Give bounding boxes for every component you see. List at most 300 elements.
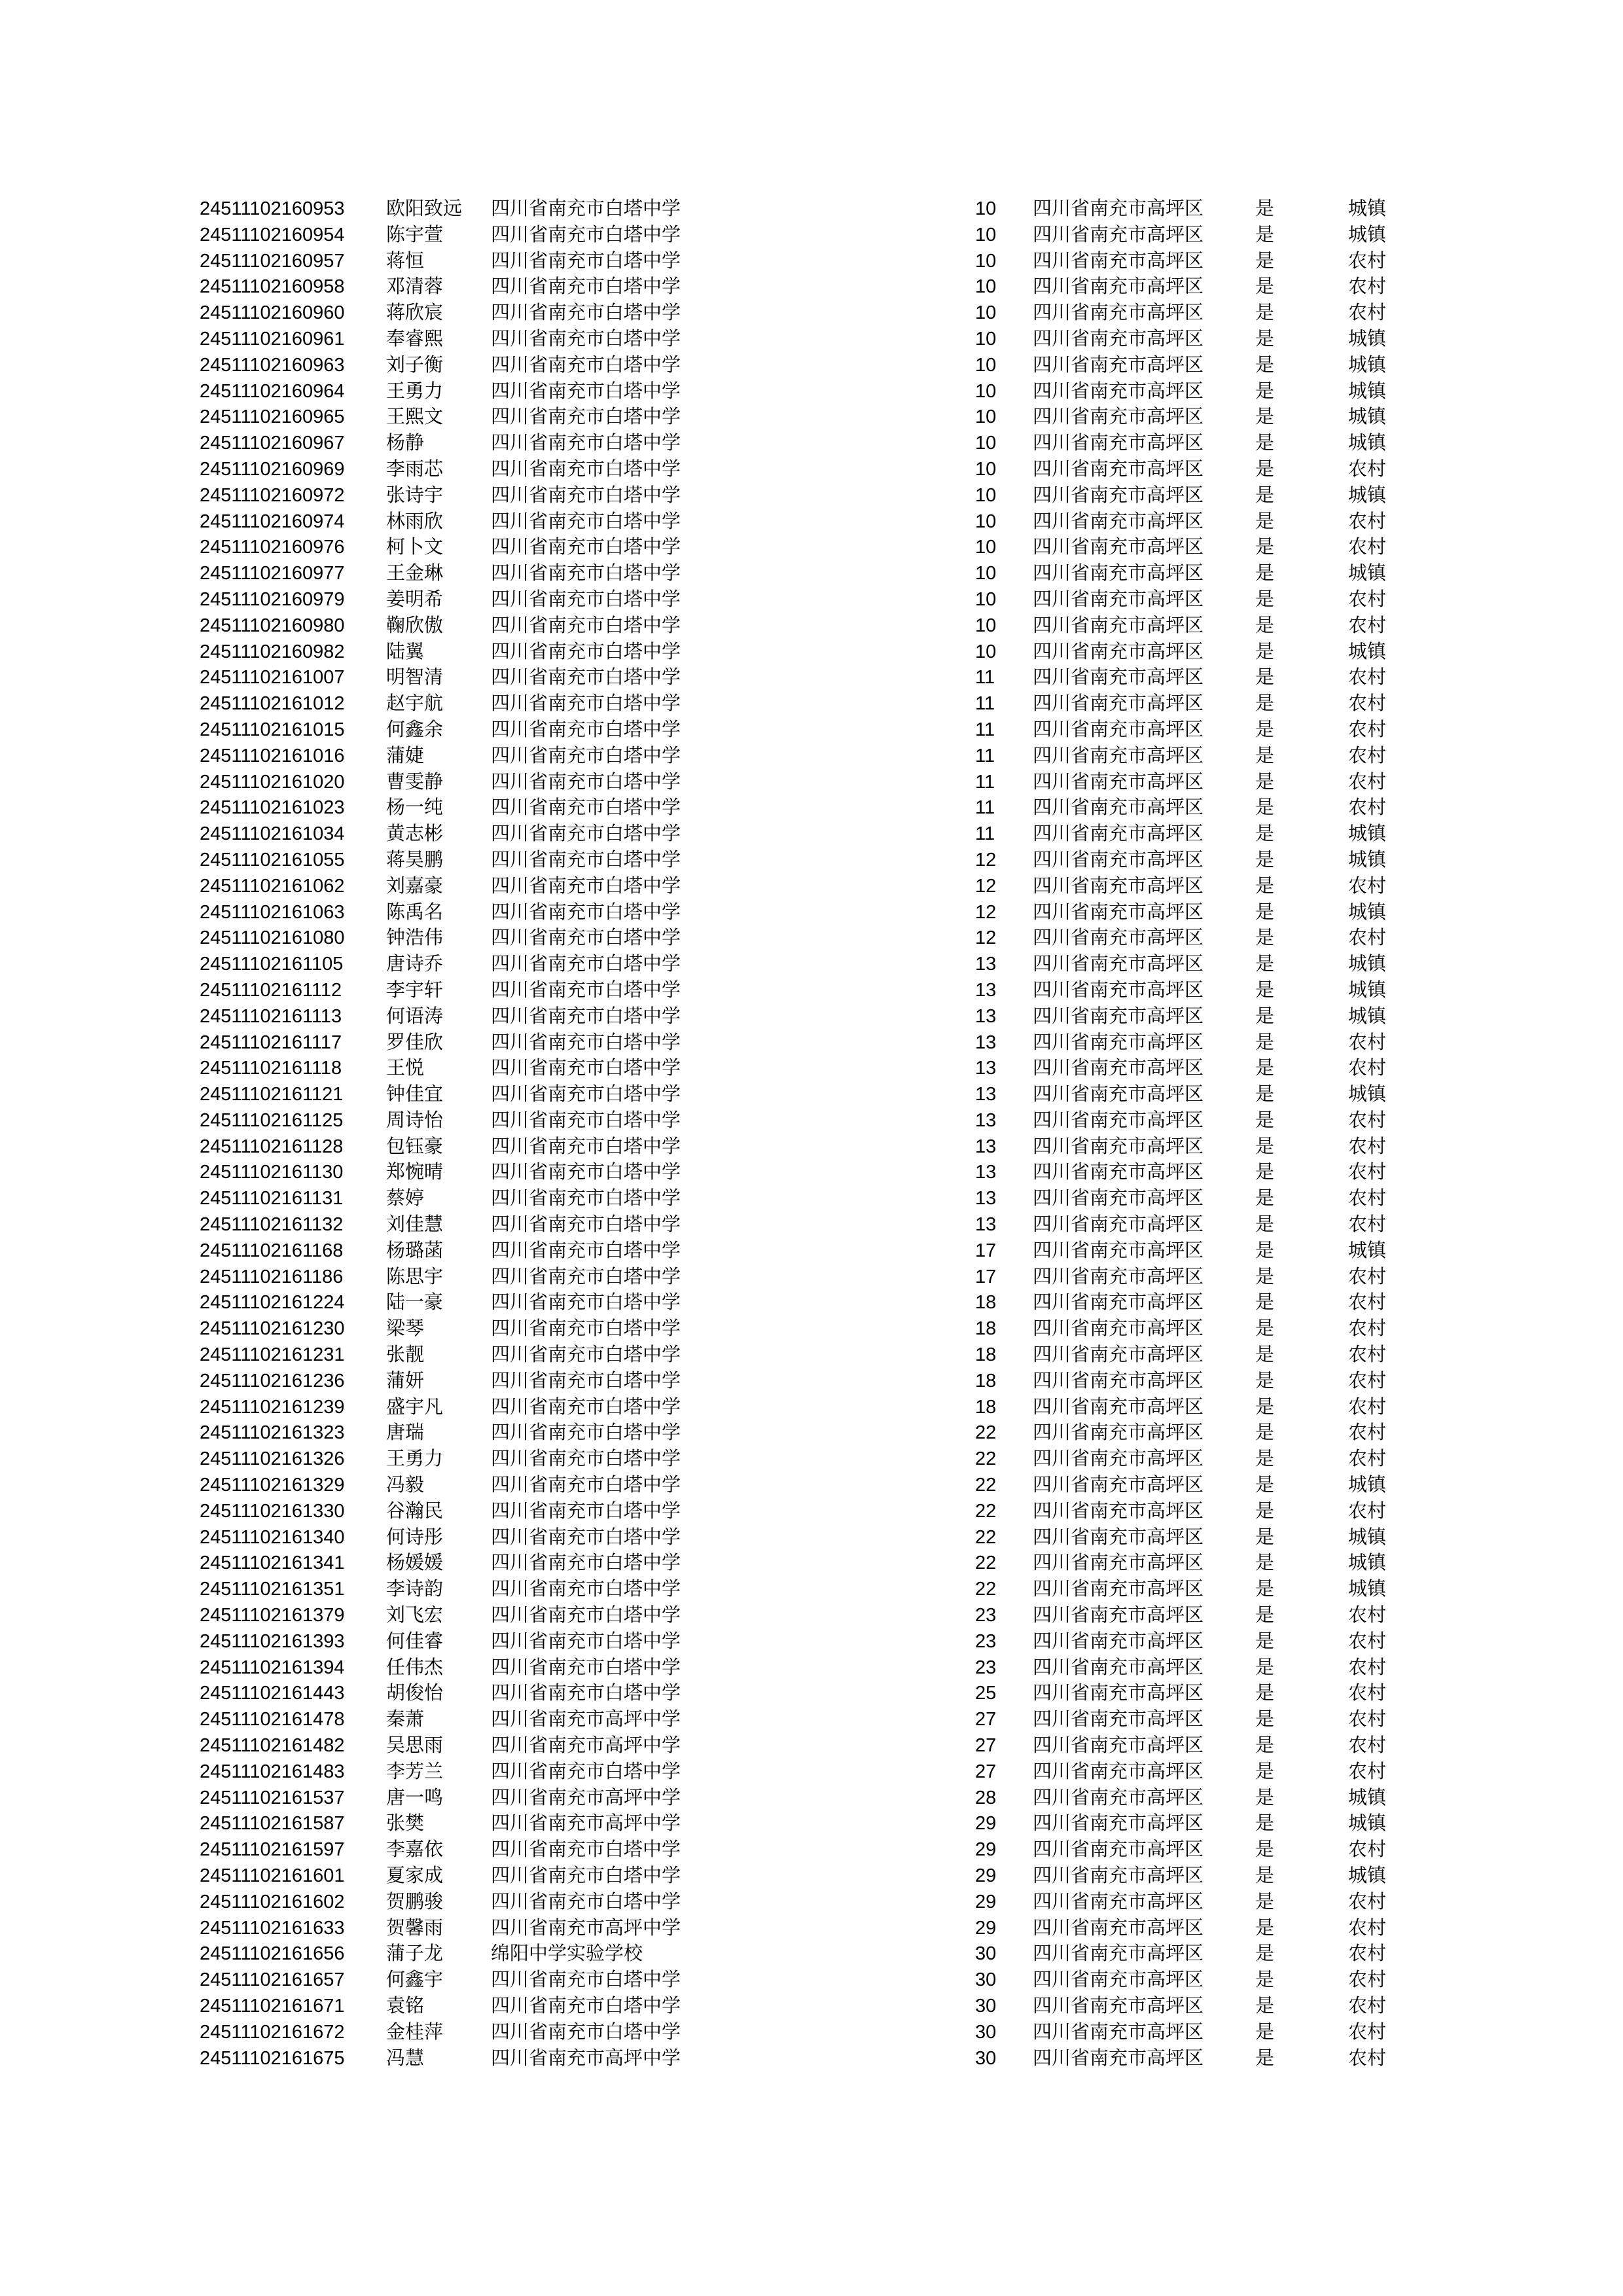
student-name: 王悦	[386, 1058, 425, 1079]
yes-flag: 是	[1255, 771, 1275, 793]
address: 四川省南充市高坪区	[1033, 1422, 1204, 1444]
table-row	[0, 795, 1623, 821]
school: 四川省南充市白塔中学	[491, 1500, 681, 1522]
yes-flag: 是	[1255, 224, 1275, 245]
residence-type: 农村	[1348, 1422, 1387, 1444]
residence-type: 农村	[1348, 1605, 1387, 1626]
student-id: 24511102161020	[200, 771, 345, 793]
residence-type: 农村	[1348, 1266, 1387, 1287]
student-id: 24511102160954	[200, 224, 345, 245]
yes-flag: 是	[1255, 328, 1275, 350]
school: 四川省南充市白塔中学	[491, 302, 681, 324]
school: 四川省南充市白塔中学	[491, 1995, 681, 2017]
address: 四川省南充市高坪区	[1033, 901, 1204, 923]
class-number: 25	[975, 1683, 997, 1704]
table-row	[0, 717, 1623, 744]
residence-type: 农村	[1348, 1344, 1387, 1366]
student-name: 冯毅	[386, 1475, 425, 1496]
table-row	[0, 1837, 1623, 1863]
student-name: 姜明希	[386, 588, 444, 610]
yes-flag: 是	[1255, 1109, 1275, 1131]
yes-flag: 是	[1255, 1422, 1275, 1444]
address: 四川省南充市高坪区	[1033, 1214, 1204, 1236]
table-row	[0, 1004, 1623, 1030]
table-row	[0, 1056, 1623, 1082]
yes-flag: 是	[1255, 2021, 1275, 2043]
address: 四川省南充市高坪区	[1033, 1318, 1204, 1340]
table-row	[0, 1369, 1623, 1395]
yes-flag: 是	[1255, 198, 1275, 219]
student-name: 王勇力	[386, 380, 444, 402]
table-row	[0, 1681, 1623, 1707]
student-name: 王勇力	[386, 1448, 444, 1470]
class-number: 11	[975, 823, 995, 845]
yes-flag: 是	[1255, 1969, 1275, 1991]
residence-type: 农村	[1348, 1683, 1387, 1704]
residence-type: 农村	[1348, 1657, 1387, 1678]
school: 四川省南充市白塔中学	[491, 615, 681, 636]
yes-flag: 是	[1255, 1318, 1275, 1340]
table-row	[0, 353, 1623, 379]
student-name: 吴思雨	[386, 1735, 444, 1757]
class-number: 10	[975, 588, 997, 610]
school: 四川省南充市白塔中学	[491, 511, 681, 532]
student-id: 24511102161016	[200, 745, 345, 766]
student-name: 邓清蓉	[386, 276, 444, 298]
table-row	[0, 770, 1623, 796]
class-number: 22	[975, 1448, 997, 1470]
school: 四川省南充市白塔中学	[491, 693, 681, 715]
school: 四川省南充市白塔中学	[491, 1552, 681, 1574]
student-name: 冯慧	[386, 2047, 425, 2069]
table-row	[0, 1890, 1623, 1916]
address: 四川省南充市高坪区	[1033, 1031, 1204, 1053]
school: 四川省南充市高坪中学	[491, 1735, 681, 1757]
table-row	[0, 1785, 1623, 1812]
residence-type: 城镇	[1348, 1787, 1387, 1808]
school: 四川省南充市白塔中学	[491, 1630, 681, 1652]
table-row	[0, 1134, 1623, 1160]
table-row	[0, 1525, 1623, 1551]
address: 四川省南充市高坪区	[1033, 1526, 1204, 1548]
residence-type: 农村	[1348, 1031, 1387, 1053]
class-number: 13	[975, 1005, 997, 1027]
student-name: 袁铭	[386, 1995, 425, 2017]
school: 四川省南充市白塔中学	[491, 433, 681, 454]
address: 四川省南充市高坪区	[1033, 1605, 1204, 1626]
yes-flag: 是	[1255, 484, 1275, 506]
student-name: 李嘉依	[386, 1839, 444, 1861]
yes-flag: 是	[1255, 954, 1275, 975]
school: 四川省南充市白塔中学	[491, 979, 681, 1001]
student-id: 24511102160980	[200, 615, 345, 636]
student-name: 蒋恒	[386, 250, 425, 272]
class-number: 10	[975, 302, 997, 324]
school: 四川省南充市白塔中学	[491, 849, 681, 870]
class-number: 27	[975, 1735, 997, 1757]
table-row	[0, 249, 1623, 275]
address: 四川省南充市高坪区	[1033, 1735, 1204, 1757]
address: 四川省南充市高坪区	[1033, 1552, 1204, 1574]
school: 四川省南充市白塔中学	[491, 1370, 681, 1391]
yes-flag: 是	[1255, 563, 1275, 584]
residence-type: 城镇	[1348, 849, 1387, 870]
student-id: 24511102161394	[200, 1657, 345, 1678]
residence-type: 城镇	[1348, 1552, 1387, 1574]
address: 四川省南充市高坪区	[1033, 2021, 1204, 2043]
table-row	[0, 2020, 1623, 2046]
yes-flag: 是	[1255, 1683, 1275, 1704]
student-id: 24511102161130	[200, 1162, 344, 1183]
student-name: 盛宇凡	[386, 1396, 444, 1418]
student-id: 24511102160969	[200, 458, 345, 480]
residence-type: 城镇	[1348, 1084, 1387, 1105]
school: 四川省南充市高坪中学	[491, 1917, 681, 1939]
student-name: 唐诗乔	[386, 954, 444, 975]
class-number: 12	[975, 849, 997, 870]
student-id: 24511102161482	[200, 1735, 345, 1757]
class-number: 12	[975, 875, 997, 897]
table-row	[0, 196, 1623, 223]
yes-flag: 是	[1255, 1005, 1275, 1027]
class-number: 12	[975, 901, 997, 923]
school: 四川省南充市白塔中学	[491, 2021, 681, 2043]
yes-flag: 是	[1255, 927, 1275, 949]
class-number: 11	[975, 667, 995, 689]
student-name: 刘嘉豪	[386, 875, 444, 897]
address: 四川省南充市高坪区	[1033, 1370, 1204, 1391]
student-name: 杨璐菡	[386, 1240, 444, 1261]
school: 四川省南充市白塔中学	[491, 797, 681, 819]
residence-type: 城镇	[1348, 328, 1387, 350]
yes-flag: 是	[1255, 797, 1275, 819]
school: 四川省南充市白塔中学	[491, 1683, 681, 1704]
student-id: 24511102160976	[200, 537, 345, 558]
student-name: 何诗彤	[386, 1526, 444, 1548]
school: 四川省南充市高坪中学	[491, 1787, 681, 1808]
residence-type: 农村	[1348, 276, 1387, 298]
school: 四川省南充市白塔中学	[491, 1969, 681, 1991]
yes-flag: 是	[1255, 1552, 1275, 1574]
school: 四川省南充市白塔中学	[491, 719, 681, 740]
yes-flag: 是	[1255, 1630, 1275, 1652]
class-number: 10	[975, 563, 997, 584]
yes-flag: 是	[1255, 1344, 1275, 1366]
table-row	[0, 1238, 1623, 1265]
table-row	[0, 1967, 1623, 1994]
address: 四川省南充市高坪区	[1033, 1500, 1204, 1522]
address: 四川省南充市高坪区	[1033, 1448, 1204, 1470]
address: 四川省南充市高坪区	[1033, 1969, 1204, 1991]
class-number: 18	[975, 1318, 997, 1340]
student-name: 何鑫余	[386, 719, 444, 740]
student-id: 24511102161231	[200, 1344, 345, 1366]
student-name: 杨静	[386, 433, 425, 454]
residence-type: 农村	[1348, 1370, 1387, 1391]
yes-flag: 是	[1255, 1709, 1275, 1731]
school: 四川省南充市白塔中学	[491, 771, 681, 793]
student-name: 钟浩伟	[386, 927, 444, 949]
student-name: 何佳睿	[386, 1630, 444, 1652]
table-row	[0, 431, 1623, 457]
student-id: 24511102161330	[200, 1500, 345, 1522]
class-number: 18	[975, 1344, 997, 1366]
school: 四川省南充市白塔中学	[491, 1292, 681, 1314]
school: 四川省南充市白塔中学	[491, 1761, 681, 1782]
yes-flag: 是	[1255, 641, 1275, 662]
table-row	[0, 1212, 1623, 1238]
address: 四川省南充市高坪区	[1033, 354, 1204, 376]
school: 四川省南充市白塔中学	[491, 1318, 681, 1340]
address: 四川省南充市高坪区	[1033, 1865, 1204, 1886]
yes-flag: 是	[1255, 537, 1275, 558]
student-id: 24511102160963	[200, 354, 345, 376]
student-id: 24511102160982	[200, 641, 345, 662]
student-name: 蔡婷	[386, 1188, 425, 1210]
school: 绵阳中学实验学校	[491, 1943, 643, 1965]
address: 四川省南充市高坪区	[1033, 927, 1204, 949]
student-name: 曹雯静	[386, 771, 444, 793]
class-number: 10	[975, 224, 997, 245]
student-name: 明智清	[386, 667, 444, 689]
table-row	[0, 2046, 1623, 2072]
residence-type: 农村	[1348, 1761, 1387, 1782]
table-row	[0, 1290, 1623, 1316]
student-name: 蒋昊鹏	[386, 849, 444, 870]
class-number: 10	[975, 406, 997, 428]
table-row	[0, 1160, 1623, 1186]
address: 四川省南充市高坪区	[1033, 1787, 1204, 1808]
student-id: 24511102161015	[200, 719, 345, 740]
address: 四川省南充市高坪区	[1033, 1396, 1204, 1418]
residence-type: 农村	[1348, 1109, 1387, 1131]
class-number: 27	[975, 1761, 997, 1782]
class-number: 13	[975, 1109, 997, 1131]
student-name: 黄志彬	[386, 823, 444, 845]
residence-type: 城镇	[1348, 954, 1387, 975]
yes-flag: 是	[1255, 1891, 1275, 1912]
class-number: 10	[975, 354, 997, 376]
student-id: 24511102161672	[200, 2021, 345, 2043]
student-id: 24511102161118	[200, 1058, 342, 1079]
yes-flag: 是	[1255, 615, 1275, 636]
student-name: 刘子衡	[386, 354, 444, 376]
residence-type: 农村	[1348, 927, 1387, 949]
student-name: 王熙文	[386, 406, 444, 428]
student-id: 24511102161537	[200, 1787, 345, 1808]
table-row	[0, 1863, 1623, 1890]
table-row	[0, 1446, 1623, 1473]
class-number: 10	[975, 615, 997, 636]
school: 四川省南充市白塔中学	[491, 1526, 681, 1548]
student-id: 24511102161112	[200, 979, 342, 1001]
student-id: 24511102160974	[200, 511, 345, 532]
table-row	[0, 274, 1623, 300]
residence-type: 城镇	[1348, 901, 1387, 923]
address: 四川省南充市高坪区	[1033, 511, 1204, 532]
address: 四川省南充市高坪区	[1033, 328, 1204, 350]
address: 四川省南充市高坪区	[1033, 1761, 1204, 1782]
address: 四川省南充市高坪区	[1033, 1709, 1204, 1731]
yes-flag: 是	[1255, 588, 1275, 610]
address: 四川省南充市高坪区	[1033, 771, 1204, 793]
school: 四川省南充市白塔中学	[491, 1162, 681, 1183]
school: 四川省南充市白塔中学	[491, 354, 681, 376]
school: 四川省南充市白塔中学	[491, 406, 681, 428]
yes-flag: 是	[1255, 276, 1275, 298]
residence-type: 农村	[1348, 458, 1387, 480]
yes-flag: 是	[1255, 433, 1275, 454]
table-row	[0, 509, 1623, 535]
class-number: 10	[975, 433, 997, 454]
school: 四川省南充市白塔中学	[491, 563, 681, 584]
address: 四川省南充市高坪区	[1033, 693, 1204, 715]
residence-type: 农村	[1348, 1891, 1387, 1912]
student-name: 李宇轩	[386, 979, 444, 1001]
class-number: 23	[975, 1605, 997, 1626]
residence-type: 农村	[1348, 797, 1387, 819]
class-number: 11	[975, 797, 995, 819]
student-name: 赵宇航	[386, 693, 444, 715]
table-row	[0, 1941, 1623, 1967]
class-number: 22	[975, 1579, 997, 1600]
student-id: 24511102161633	[200, 1917, 345, 1939]
student-id: 24511102161587	[200, 1813, 345, 1835]
student-name: 何语涛	[386, 1005, 444, 1027]
school: 四川省南充市白塔中学	[491, 1058, 681, 1079]
yes-flag: 是	[1255, 875, 1275, 897]
address: 四川省南充市高坪区	[1033, 1162, 1204, 1183]
yes-flag: 是	[1255, 1370, 1275, 1391]
school: 四川省南充市白塔中学	[491, 901, 681, 923]
residence-type: 农村	[1348, 302, 1387, 324]
school: 四川省南充市白塔中学	[491, 276, 681, 298]
student-name: 唐瑞	[386, 1422, 425, 1444]
student-id: 24511102160961	[200, 328, 345, 350]
student-name: 秦萧	[386, 1709, 425, 1731]
student-id: 24511102161055	[200, 849, 345, 870]
address: 四川省南充市高坪区	[1033, 1917, 1204, 1939]
student-name: 奉睿熙	[386, 328, 444, 350]
residence-type: 农村	[1348, 2021, 1387, 2043]
student-id: 24511102161675	[200, 2047, 345, 2069]
yes-flag: 是	[1255, 1031, 1275, 1053]
student-id: 24511102161012	[200, 693, 345, 715]
student-id: 24511102161125	[200, 1109, 344, 1131]
class-number: 13	[975, 1214, 997, 1236]
residence-type: 城镇	[1348, 641, 1387, 662]
yes-flag: 是	[1255, 1943, 1275, 1965]
residence-type: 城镇	[1348, 484, 1387, 506]
address: 四川省南充市高坪区	[1033, 1188, 1204, 1210]
student-id: 24511102161601	[200, 1865, 345, 1886]
yes-flag: 是	[1255, 1995, 1275, 2017]
yes-flag: 是	[1255, 1761, 1275, 1782]
student-name: 罗佳欣	[386, 1031, 444, 1053]
residence-type: 农村	[1348, 875, 1387, 897]
student-name: 陈思宇	[386, 1266, 444, 1287]
student-name: 贺鹏骏	[386, 1891, 444, 1912]
residence-type: 城镇	[1348, 563, 1387, 584]
table-row	[0, 1655, 1623, 1681]
school: 四川省南充市白塔中学	[491, 1475, 681, 1496]
address: 四川省南充市高坪区	[1033, 1683, 1204, 1704]
student-name: 王金琳	[386, 563, 444, 584]
class-number: 17	[975, 1240, 997, 1261]
student-name: 钟佳宜	[386, 1084, 444, 1105]
address: 四川省南充市高坪区	[1033, 641, 1204, 662]
address: 四川省南充市高坪区	[1033, 1943, 1204, 1965]
student-name: 杨一纯	[386, 797, 444, 819]
residence-type: 农村	[1348, 1136, 1387, 1157]
address: 四川省南充市高坪区	[1033, 2047, 1204, 2069]
class-number: 13	[975, 1058, 997, 1079]
school: 四川省南充市白塔中学	[491, 1891, 681, 1912]
yes-flag: 是	[1255, 901, 1275, 923]
residence-type: 农村	[1348, 1188, 1387, 1210]
residence-type: 农村	[1348, 250, 1387, 272]
school: 四川省南充市白塔中学	[491, 927, 681, 949]
class-number: 22	[975, 1500, 997, 1522]
yes-flag: 是	[1255, 1084, 1275, 1105]
student-name: 包钰豪	[386, 1136, 444, 1157]
yes-flag: 是	[1255, 458, 1275, 480]
student-name: 李诗韵	[386, 1579, 444, 1600]
class-number: 23	[975, 1630, 997, 1652]
table-row	[0, 1916, 1623, 1942]
yes-flag: 是	[1255, 667, 1275, 689]
address: 四川省南充市高坪区	[1033, 615, 1204, 636]
table-row	[0, 1707, 1623, 1733]
class-number: 30	[975, 1943, 997, 1965]
class-number: 29	[975, 1917, 997, 1939]
table-row	[0, 1316, 1623, 1342]
student-id: 24511102161671	[200, 1995, 345, 2017]
student-name: 郑惋晴	[386, 1162, 444, 1183]
yes-flag: 是	[1255, 1214, 1275, 1236]
residence-type: 农村	[1348, 1448, 1387, 1470]
student-id: 24511102161478	[200, 1709, 345, 1731]
address: 四川省南充市高坪区	[1033, 1630, 1204, 1652]
residence-type: 城镇	[1348, 198, 1387, 219]
school: 四川省南充市白塔中学	[491, 1005, 681, 1027]
residence-type: 农村	[1348, 1058, 1387, 1079]
student-name: 陆翼	[386, 641, 425, 662]
address: 四川省南充市高坪区	[1033, 224, 1204, 245]
class-number: 28	[975, 1787, 997, 1808]
yes-flag: 是	[1255, 693, 1275, 715]
address: 四川省南充市高坪区	[1033, 380, 1204, 402]
student-name: 蒲婕	[386, 745, 425, 766]
yes-flag: 是	[1255, 1865, 1275, 1886]
school: 四川省南充市白塔中学	[491, 1266, 681, 1287]
school: 四川省南充市白塔中学	[491, 1396, 681, 1418]
student-id: 24511102161656	[200, 1943, 345, 1965]
student-name: 张樊	[386, 1813, 425, 1835]
table-row	[0, 327, 1623, 353]
table-row	[0, 1108, 1623, 1134]
address: 四川省南充市高坪区	[1033, 745, 1204, 766]
table-row	[0, 1733, 1623, 1759]
address: 四川省南充市高坪区	[1033, 849, 1204, 870]
residence-type: 城镇	[1348, 1240, 1387, 1261]
address: 四川省南充市高坪区	[1033, 1266, 1204, 1287]
school: 四川省南充市白塔中学	[491, 1605, 681, 1626]
class-number: 10	[975, 641, 997, 662]
class-number: 13	[975, 979, 997, 1001]
residence-type: 农村	[1348, 537, 1387, 558]
student-id: 24511102161329	[200, 1475, 345, 1496]
